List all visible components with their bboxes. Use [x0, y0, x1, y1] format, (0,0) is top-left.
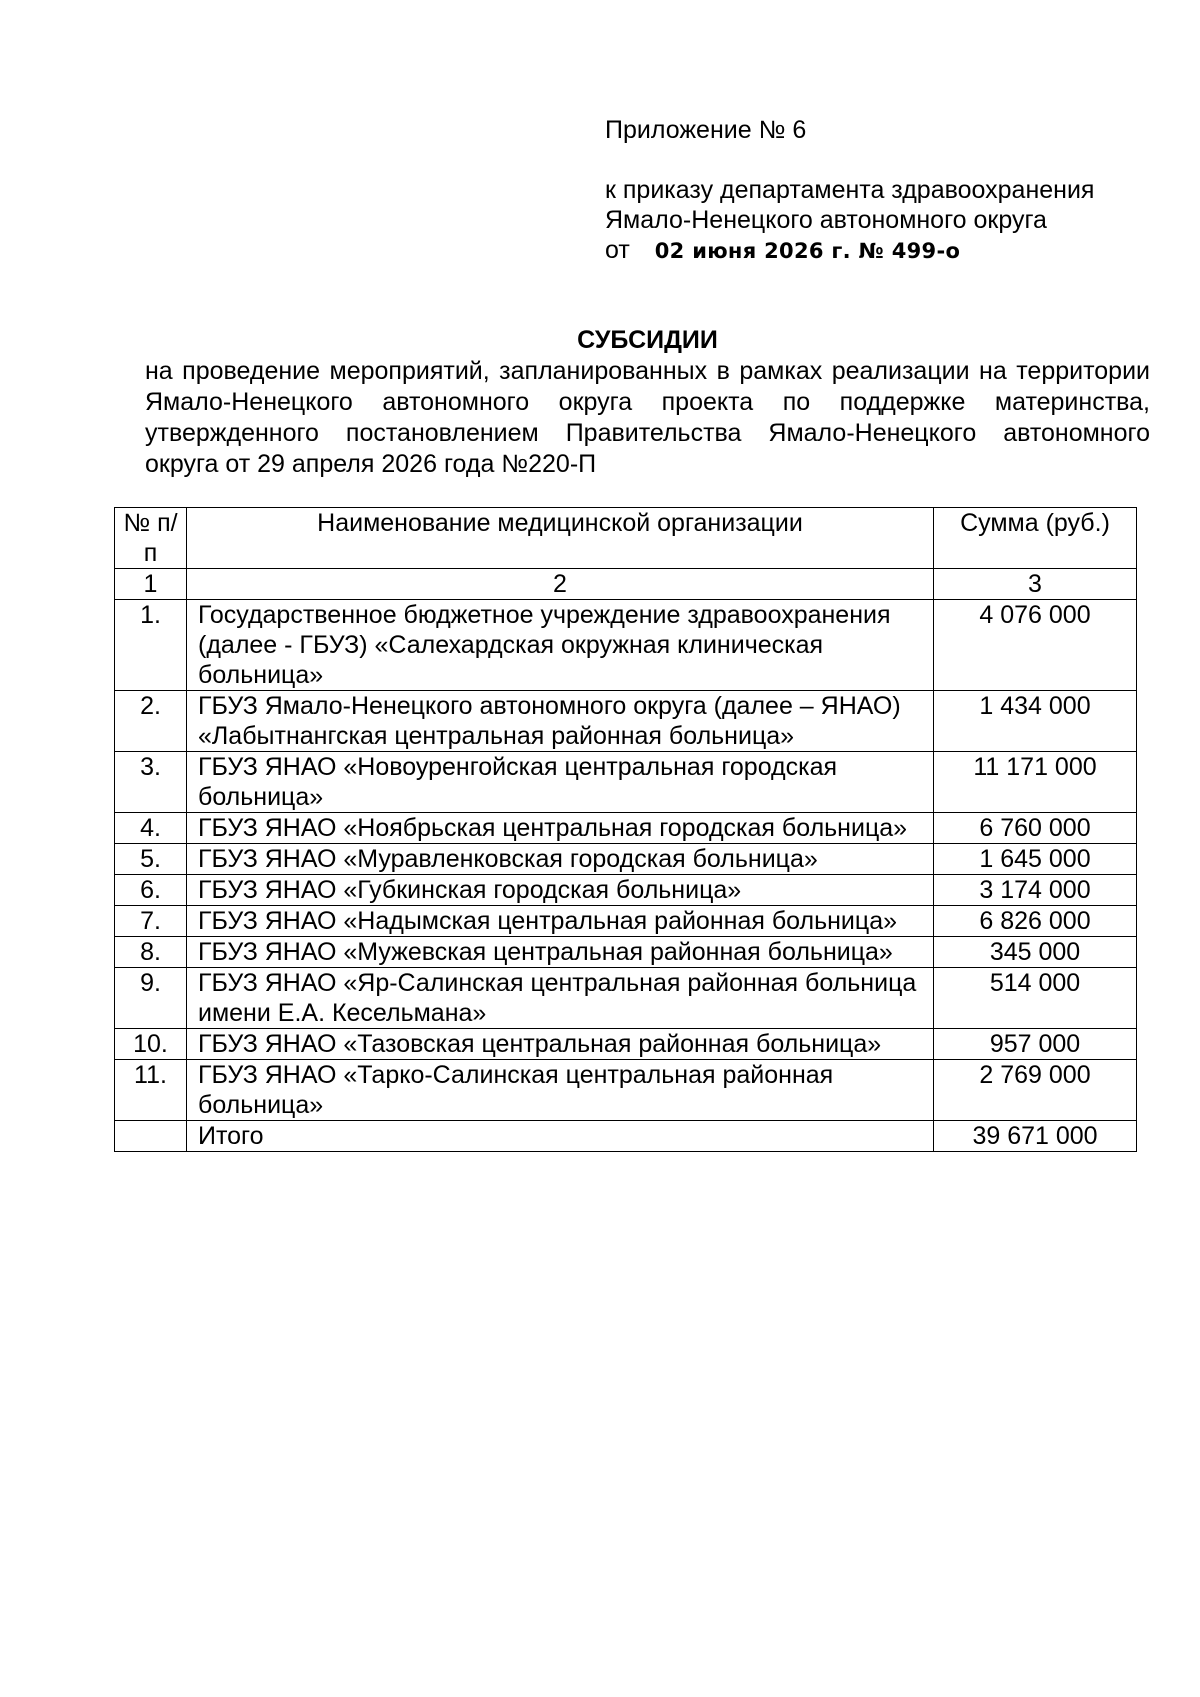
organization-name: Государственное бюджетное учреждение здравоохранения (далее - ГБУЗ) «Салехардская окружная клиническая больница» [187, 600, 934, 691]
organization-name: ГБУЗ ЯНАО «Губкинская городская больница» [187, 875, 934, 906]
row-number: 10. [115, 1029, 187, 1060]
organization-name: ГБУЗ ЯНАО «Тарко-Салинская центральная районная больница» [187, 1060, 934, 1121]
row-number: 11. [115, 1060, 187, 1121]
row-sum: 957 000 [934, 1029, 1137, 1060]
table-row [115, 906, 1137, 937]
row-sum: 1 434 000 [934, 691, 1137, 752]
total-empty-cell [115, 1121, 187, 1152]
document-subtitle: на проведение мероприятий, запланированных в рамках реализации на территории Ямало-Ненецкого автономного округа проекта по поддержке материнства, утвержденного постановлением Правительства Ямало-Ненецкого автономного округа от 29 апреля 2026 года №220-П [145, 357, 1150, 478]
row-number: 5. [115, 844, 187, 875]
organization-name: ГБУЗ ЯНАО «Надымская центральная районная больница» [187, 906, 934, 937]
table-row [115, 937, 1137, 968]
row-number: 2. [115, 691, 187, 752]
table-row [115, 600, 1137, 691]
organization-name: ГБУЗ ЯНАО «Муравленковская городская больница» [187, 844, 934, 875]
row-number: 9. [115, 968, 187, 1029]
table-row [115, 813, 1137, 844]
row-sum: 514 000 [934, 968, 1137, 1029]
table-row [115, 844, 1137, 875]
table-row [115, 875, 1137, 906]
table-column-numbers-row [115, 569, 1137, 600]
appendix-from-label: от [605, 236, 630, 264]
header-no: № п/п [115, 508, 187, 569]
row-number: 8. [115, 937, 187, 968]
appendix-number: Приложение № 6 [605, 116, 807, 144]
row-number: 1. [115, 600, 187, 691]
row-sum: 4 076 000 [934, 600, 1137, 691]
row-number: 4. [115, 813, 187, 844]
header-sum: Сумма (руб.) [934, 508, 1137, 569]
column-number: 3 [934, 569, 1137, 600]
row-sum: 345 000 [934, 937, 1137, 968]
table-row [115, 752, 1137, 813]
row-sum: 3 174 000 [934, 875, 1137, 906]
organization-name: ГБУЗ ЯНАО «Мужевская центральная районная больница» [187, 937, 934, 968]
header-name: Наименование медицинской организации [187, 508, 934, 569]
table-row [115, 1029, 1137, 1060]
table-row [115, 1060, 1137, 1121]
table-row [115, 691, 1137, 752]
row-sum: 1 645 000 [934, 844, 1137, 875]
appendix-order-line: к приказу департамента здравоохранения [605, 176, 1095, 204]
organization-name: ГБУЗ ЯНАО «Яр-Салинская центральная районная больница имени Е.А. Кесельмана» [187, 968, 934, 1029]
total-label: Итого [187, 1121, 934, 1152]
appendix-date-line [605, 235, 1165, 266]
organization-name: ГБУЗ Ямало-Ненецкого автономного округа (далее – ЯНАО) «Лабытнангская центральная районная больница» [187, 691, 934, 752]
organization-name: ГБУЗ ЯНАО «Ноябрьская центральная городская больница» [187, 813, 934, 844]
row-number: 6. [115, 875, 187, 906]
table-row [115, 968, 1137, 1029]
organization-name: ГБУЗ ЯНАО «Тазовская центральная районная больница» [187, 1029, 934, 1060]
row-sum: 6 760 000 [934, 813, 1137, 844]
column-number: 1 [115, 569, 187, 600]
row-number: 7. [115, 906, 187, 937]
row-sum: 6 826 000 [934, 906, 1137, 937]
row-number: 3. [115, 752, 187, 813]
appendix-block [605, 115, 1165, 266]
table-total-row [115, 1121, 1137, 1152]
total-sum: 39 671 000 [934, 1121, 1137, 1152]
document-title: СУБСИДИИ [577, 326, 718, 354]
row-sum: 2 769 000 [934, 1060, 1137, 1121]
subsidies-table [114, 507, 1137, 1152]
appendix-region-line: Ямало-Ненецкого автономного округа [605, 206, 1047, 234]
organization-name: ГБУЗ ЯНАО «Новоуренгойская центральная городская больница» [187, 752, 934, 813]
table-header-row [115, 508, 1137, 569]
appendix-date-stamp: 02 июня 2026 г. № 499-о [654, 239, 961, 263]
row-sum: 11 171 000 [934, 752, 1137, 813]
column-number: 2 [187, 569, 934, 600]
